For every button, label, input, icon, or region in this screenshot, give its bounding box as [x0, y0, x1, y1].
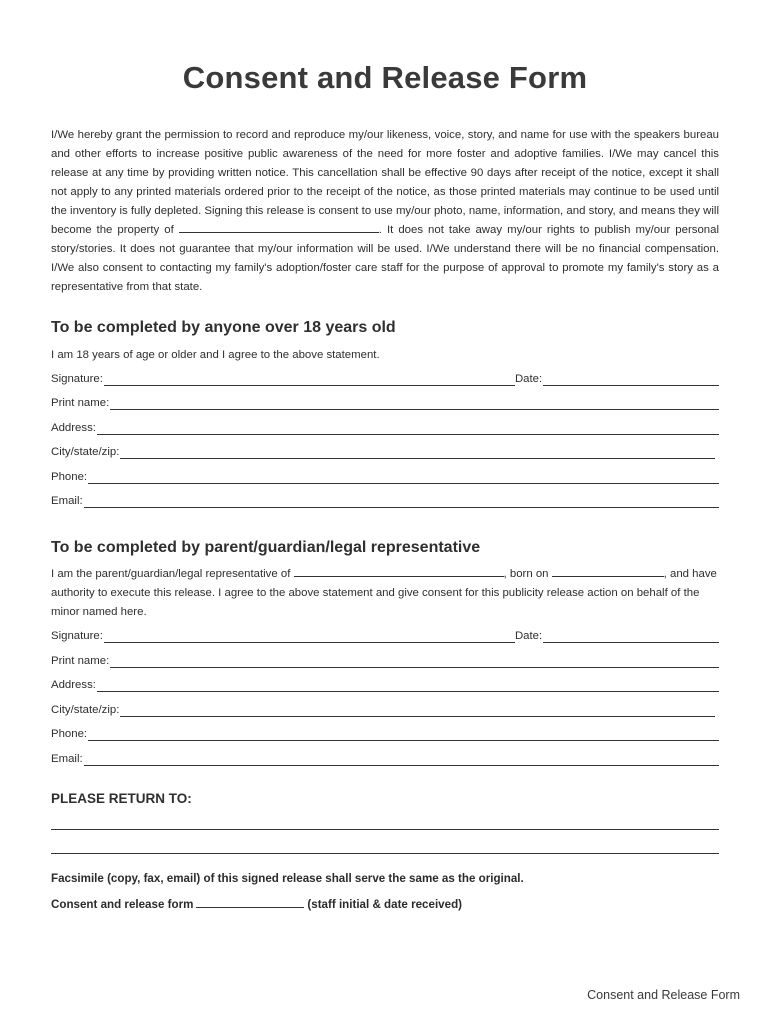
- email-label: Email:: [51, 753, 83, 765]
- guardian-email-row: [51, 750, 719, 766]
- adult-print-name-field[interactable]: [110, 397, 719, 410]
- adult-city-row: [51, 443, 715, 459]
- phone-label: Phone:: [51, 471, 88, 483]
- adult-section-heading: To be completed by anyone over 18 years old: [51, 319, 396, 336]
- adult-address-field[interactable]: [97, 422, 719, 435]
- staff-note-suffix: (staff initial & date received): [307, 898, 463, 911]
- adult-email-field[interactable]: [84, 495, 719, 508]
- address-label: Address:: [51, 679, 96, 691]
- print-name-label: Print name:: [51, 397, 110, 409]
- guardian-signature-field[interactable]: [104, 630, 515, 643]
- property-of-blank[interactable]: [179, 221, 379, 233]
- date-label: Date:: [514, 630, 543, 642]
- intro-text-part1: I/We hereby grant the permission to record and reproduce my/our likeness, voice, story, and name for use with the speakers bureau and other efforts to increase positive public awareness of the need for more foster and adoptive families. I/We may cancel this release at any time by providing written notice. This cancellation shall be effective 90 days after receipt of the notice, except it shall not apply to any printed materials ordered prior to the receipt of the notice, as those printed materials may continue to be used until the inventory is fully depleted. Signing this release is consent to use my/our photo, name, information, and story, and means they will become the property of: [51, 129, 719, 236]
- adult-address-row: [51, 419, 719, 435]
- guardian-statement: [51, 565, 719, 622]
- page-footer: Consent and Release Form: [587, 988, 740, 1002]
- page-title: Consent and Release Form: [182, 60, 588, 95]
- guardian-address-field[interactable]: [97, 679, 719, 692]
- adult-date-field[interactable]: [543, 373, 719, 386]
- guardian-city-row: [51, 701, 715, 717]
- adult-city-field[interactable]: [120, 446, 715, 459]
- staff-note-prefix: Consent and release form: [51, 898, 194, 911]
- guardian-print-name-field[interactable]: [110, 655, 719, 668]
- return-heading: PLEASE RETURN TO:: [51, 791, 192, 806]
- signature-label: Signature:: [51, 630, 103, 642]
- intro-text-part2: . It does not take away my/our rights to publish my/our personal story/stories. It does not guarantee that my/our information will be used. I/We understand there will be no financial compensation. I/We also consent to contacting my family's adoption/foster care staff for the purpose of approval to promote my family's story as a representative from that state.: [51, 224, 719, 293]
- return-address-line-2[interactable]: [51, 853, 719, 854]
- adult-statement: I am 18 years of age or older and I agree to the above statement.: [51, 349, 380, 361]
- guardian-statement-part1: I am the parent/guardian/legal representative of: [51, 568, 294, 580]
- city-label: City/state/zip:: [51, 704, 120, 716]
- guardian-statement-part3: , and have authority to execute this release. I agree to the above statement and give consent for this publicity release action on behalf of the minor named here.: [51, 568, 717, 618]
- adult-phone-field[interactable]: [88, 471, 719, 484]
- guardian-phone-row: [51, 725, 719, 741]
- adult-signature-row: [51, 370, 719, 386]
- signature-label: Signature:: [51, 373, 103, 385]
- guardian-print-name-row: [51, 652, 719, 668]
- guardian-city-field[interactable]: [120, 704, 715, 717]
- minor-name-blank[interactable]: [294, 565, 504, 577]
- adult-signature-field[interactable]: [104, 373, 515, 386]
- guardian-statement-part2: , born on: [503, 568, 552, 580]
- birth-date-blank[interactable]: [552, 565, 664, 577]
- email-label: Email:: [51, 495, 83, 507]
- phone-label: Phone:: [51, 728, 88, 740]
- facsimile-note: Facsimile (copy, fax, email) of this signed release shall serve the same as the original.: [51, 872, 524, 885]
- intro-paragraph: [51, 126, 719, 297]
- date-label: Date:: [514, 373, 543, 385]
- adult-phone-row: [51, 468, 719, 484]
- staff-initial-blank[interactable]: [196, 897, 304, 908]
- guardian-section-heading: To be completed by parent/guardian/legal representative: [51, 539, 481, 556]
- guardian-email-field[interactable]: [84, 753, 719, 766]
- guardian-phone-field[interactable]: [88, 728, 719, 741]
- staff-note: [51, 897, 462, 911]
- city-label: City/state/zip:: [51, 446, 120, 458]
- guardian-signature-row: [51, 627, 719, 643]
- address-label: Address:: [51, 422, 96, 434]
- guardian-address-row: [51, 676, 719, 692]
- adult-email-row: [51, 492, 719, 508]
- adult-print-name-row: [51, 394, 719, 410]
- print-name-label: Print name:: [51, 655, 110, 667]
- return-address-line-1[interactable]: [51, 829, 719, 830]
- guardian-date-field[interactable]: [543, 630, 719, 643]
